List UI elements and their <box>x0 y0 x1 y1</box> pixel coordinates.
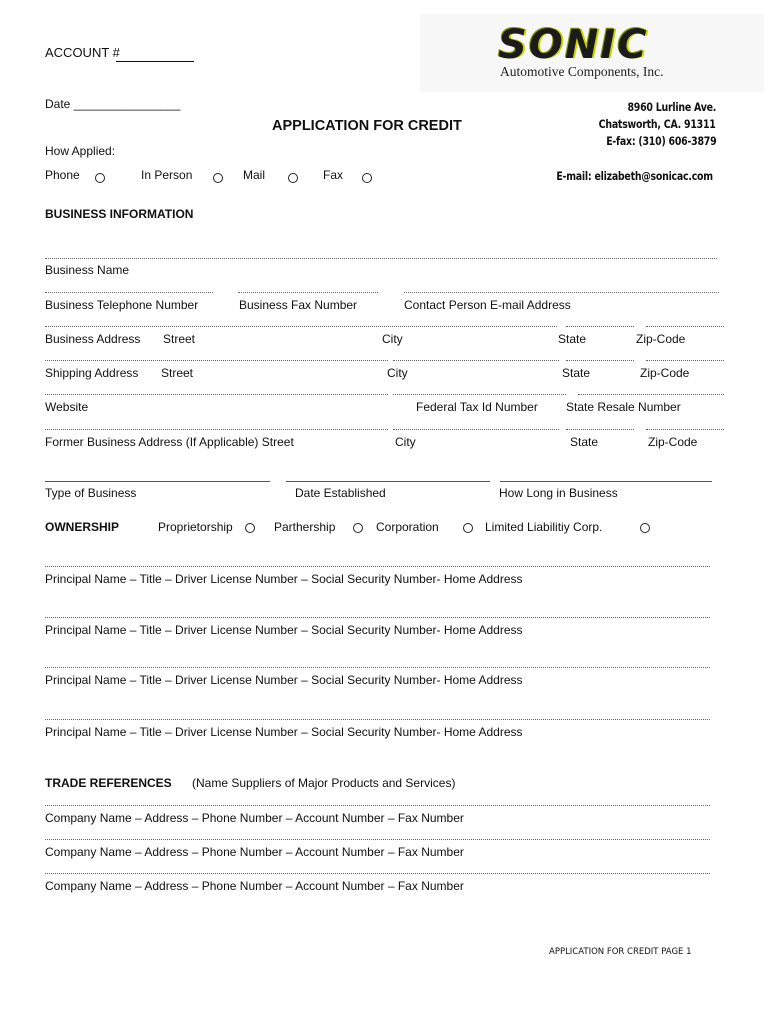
former-zip-input[interactable] <box>646 429 724 430</box>
ownership-label: OWNERSHIP <box>45 520 120 534</box>
state-resale-label: State Resale Number <box>566 400 681 414</box>
date-established-input[interactable] <box>286 481 490 482</box>
method-in-person-label: In Person <box>141 168 193 182</box>
trade-references-title: TRADE REFERENCES <box>45 776 172 790</box>
company-city: Chatsworth, CA. 91311 <box>599 117 716 131</box>
trade-ref-1-label: Company Name – Address – Phone Number – Account Number – Fax Number <box>45 811 464 825</box>
ownership-llc-label: Limited Liabilitiy Corp. <box>485 520 603 534</box>
method-in-person-radio[interactable] <box>213 173 223 183</box>
page-title: APPLICATION FOR CREDIT <box>272 118 462 134</box>
page-footer: APPLICATION FOR CREDIT PAGE 1 <box>549 947 692 957</box>
federal-tax-input[interactable] <box>393 394 566 395</box>
date-established-label: Date Established <box>295 486 386 500</box>
shipping-city-input[interactable] <box>393 360 559 361</box>
trade-ref-3-label: Company Name – Address – Phone Number – Account Number – Fax Number <box>45 879 464 893</box>
business-street-label: Street <box>163 332 196 346</box>
shipping-address-label: Shipping Address <box>45 366 139 380</box>
date-field[interactable]: Date ________________ <box>45 97 181 111</box>
business-address-input[interactable] <box>45 326 557 327</box>
former-address-label: Former Business Address (If Applicable) Street <box>45 435 294 449</box>
trade-references-note: (Name Suppliers of Major Products and Services) <box>192 776 456 790</box>
business-state-label: State <box>558 332 587 346</box>
contact-email-input[interactable] <box>404 292 719 293</box>
shipping-state-label: State <box>562 366 591 380</box>
principal-2-label: Principal Name – Title – Driver License Number – Social Security Number- Home Address <box>45 623 523 637</box>
website-input[interactable] <box>45 394 388 395</box>
business-name-label: Business Name <box>45 263 130 277</box>
company-efax: E-fax: (310) 606-3879 <box>605 134 716 148</box>
former-city-input[interactable] <box>393 429 559 430</box>
method-phone-label: Phone <box>45 168 80 182</box>
shipping-state-input[interactable] <box>566 360 634 361</box>
ownership-llc-radio[interactable] <box>640 523 650 533</box>
principal-3-label: Principal Name – Title – Driver License Number – Social Security Number- Home Address <box>45 673 523 687</box>
company-email: E-mail: elizabeth@sonicac.com <box>556 169 713 183</box>
principal-4-input[interactable] <box>45 719 710 720</box>
method-fax-label: Fax <box>323 168 344 182</box>
logo-wordmark: SONIC <box>498 22 649 68</box>
business-name-input[interactable] <box>45 258 717 259</box>
shipping-street-label: Street <box>161 366 194 380</box>
former-street-input[interactable] <box>45 429 388 430</box>
business-phone-input[interactable] <box>45 292 213 293</box>
how-long-label: How Long in Business <box>499 486 618 500</box>
principal-4-label: Principal Name – Title – Driver License Number – Social Security Number- Home Address <box>45 725 523 739</box>
principal-1-label: Principal Name – Title – Driver License Number – Social Security Number- Home Address <box>45 572 523 586</box>
method-mail-radio[interactable] <box>288 173 298 183</box>
federal-tax-label: Federal Tax Id Number <box>416 400 538 414</box>
trade-ref-1-input[interactable] <box>45 805 710 806</box>
former-zip-label: Zip-Code <box>648 435 698 449</box>
account-label: ACCOUNT # <box>45 45 120 60</box>
trade-ref-3-input[interactable] <box>45 873 710 874</box>
business-fax-label: Business Fax Number <box>239 298 358 312</box>
former-state-label: State <box>570 435 599 449</box>
business-type-label: Type of Business <box>45 486 137 500</box>
business-city-label: City <box>382 332 403 346</box>
shipping-zip-label: Zip-Code <box>640 366 690 380</box>
shipping-city-label: City <box>387 366 408 380</box>
business-type-input[interactable] <box>45 481 270 482</box>
account-input[interactable] <box>116 61 194 62</box>
logo-subtitle: Automotive Components, Inc. <box>500 64 664 79</box>
method-phone-radio[interactable] <box>95 173 105 183</box>
method-mail-label: Mail <box>243 168 266 182</box>
ownership-corporation-radio[interactable] <box>463 523 473 533</box>
former-city-label: City <box>395 435 416 449</box>
trade-ref-2-label: Company Name – Address – Phone Number – Account Number – Fax Number <box>45 845 464 859</box>
shipping-zip-input[interactable] <box>646 360 724 361</box>
business-state-input[interactable] <box>566 326 634 327</box>
company-address: 8960 Lurline Ave. <box>627 100 716 114</box>
method-fax-radio[interactable] <box>362 173 372 183</box>
ownership-proprietorship-radio[interactable] <box>245 523 255 533</box>
contact-email-label: Contact Person E-mail Address <box>404 298 571 312</box>
principal-3-input[interactable] <box>45 667 710 668</box>
business-section-title: BUSINESS INFORMATION <box>45 207 194 221</box>
trade-ref-2-input[interactable] <box>45 839 710 840</box>
business-address-label: Business Address <box>45 332 141 346</box>
former-state-input[interactable] <box>566 429 634 430</box>
ownership-proprietorship-label: Proprietorship <box>158 520 233 534</box>
how-applied-label: How Applied: <box>45 144 116 158</box>
business-zip-label: Zip-Code <box>636 332 686 346</box>
business-zip-input[interactable] <box>646 326 724 327</box>
principal-2-input[interactable] <box>45 617 710 618</box>
company-logo <box>420 14 764 92</box>
ownership-partnership-label: Parthership <box>274 520 336 534</box>
website-label: Website <box>45 400 89 414</box>
how-long-input[interactable] <box>500 481 712 482</box>
business-fax-input[interactable] <box>238 292 378 293</box>
ownership-partnership-radio[interactable] <box>353 523 363 533</box>
state-resale-input[interactable] <box>578 394 724 395</box>
shipping-street-input[interactable] <box>45 360 388 361</box>
business-phone-label: Business Telephone Number <box>45 298 199 312</box>
principal-1-input[interactable] <box>45 566 710 567</box>
ownership-corporation-label: Corporation <box>376 520 439 534</box>
